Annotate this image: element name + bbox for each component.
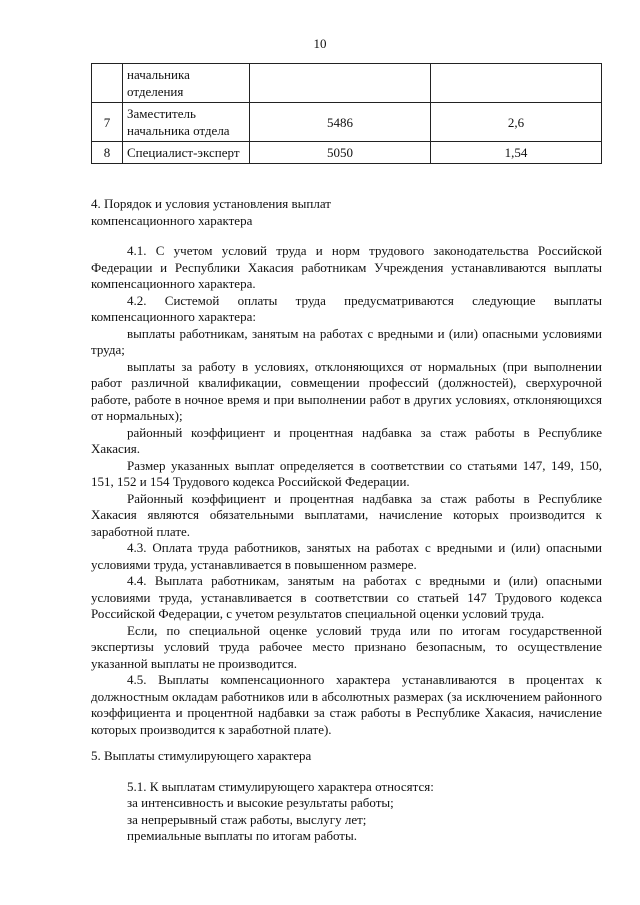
- paragraph-4-3: 4.3. Оплата труда работников, занятых на работах с вредными и (или) опасными условиями труда, устанавливается в повышенном размере.: [91, 540, 602, 572]
- salary-value: 5486: [250, 103, 431, 142]
- coefficient-value: 1,54: [431, 142, 602, 164]
- list-item: за интенсивность и высокие результаты работы;: [127, 795, 394, 810]
- table-row: [92, 64, 602, 103]
- list-item: за непрерывный стаж работы, выслугу лет;: [127, 811, 367, 827]
- paragraph: Размер указанных выплат определяется в соответствии со статьями 147, 149, 150, 151, 152 и 154 Трудового кодекса Российской Федерации.: [91, 457, 602, 489]
- position-name: начальника отделения: [123, 64, 250, 103]
- section-5-title: 5. Выплаты стимулирующего характера: [91, 748, 312, 763]
- coefficient-value: [431, 64, 602, 103]
- salary-value: [250, 64, 431, 103]
- paragraph-4-5: 4.5. Выплаты компенсационного характера устанавливаются в процентах к должностным окладам работников или в абсолютных размерах (за исключением районного коэффициента и процентной надбавки за стаж работы в Республике Хакасия, начисление которых производится к заработной плате).: [91, 672, 602, 737]
- row-number: [92, 64, 123, 103]
- list-item: выплаты за работу в условиях, отклоняющихся от нормальных (при выполнении работ различной квалификации, совмещении профессий (должностей), сверхурочной работе, работе в ночное время и при выполнении работ в других условиях, отклоняющихся от нормальных);: [91, 358, 602, 423]
- paragraph-4-1: 4.1. С учетом условий труда и норм трудового законодательства Российской Федерации и Республики Хакасия работникам Учреждения устанавливаются выплаты компенсационного характера.: [91, 243, 602, 291]
- table-row: [92, 103, 602, 142]
- document-body: [91, 196, 602, 845]
- list-item: премиальные выплаты по итогам работы.: [127, 828, 357, 843]
- position-name: Заместитель начальника отдела: [123, 103, 250, 142]
- paragraph: Районный коэффициент и процентная надбавка за стаж работы в Республике Хакасия являются обязательными выплатами, начисление которых производится к заработной плате.: [91, 490, 602, 539]
- coefficient-value: 2,6: [431, 103, 602, 142]
- row-number: 8: [92, 142, 123, 164]
- table-row: [92, 142, 602, 164]
- list-item: районный коэффициент и процентная надбавка за стаж работы в Республике Хакасия.: [91, 424, 602, 456]
- position-name: Специалист-эксперт: [123, 142, 250, 164]
- section-4-title-line-2: компенсационного характера: [91, 212, 253, 228]
- row-number: 7: [92, 103, 123, 142]
- paragraph-4-2: 4.2. Системой оплаты труда предусматриваются следующие выплаты компенсационного характера:: [91, 292, 602, 324]
- list-item: выплаты работникам, занятым на работах с вредными и (или) опасными условиями труда;: [91, 325, 602, 357]
- salary-value: 5050: [250, 142, 431, 164]
- section-4-title-line-1: 4. Порядок и условия установления выплат: [91, 196, 331, 211]
- salary-table: [91, 63, 602, 164]
- paragraph-5-1: 5.1. К выплатам стимулирующего характера относятся:: [127, 778, 434, 794]
- page-number: 10: [313, 36, 327, 51]
- paragraph: Если, по специальной оценке условий труда или по итогам государственной экспертизы условий труда рабочее место признано безопасным, то осуществление указанной выплаты не производится.: [91, 622, 602, 671]
- paragraph-4-4: 4.4. Выплата работникам, занятым на работах с вредными и (или) опасными условиями труда, устанавливается в соответствии со статьей 147 Трудового кодекса Российской Федерации, с учетом результатов специальной оценки условий труда.: [91, 573, 602, 621]
